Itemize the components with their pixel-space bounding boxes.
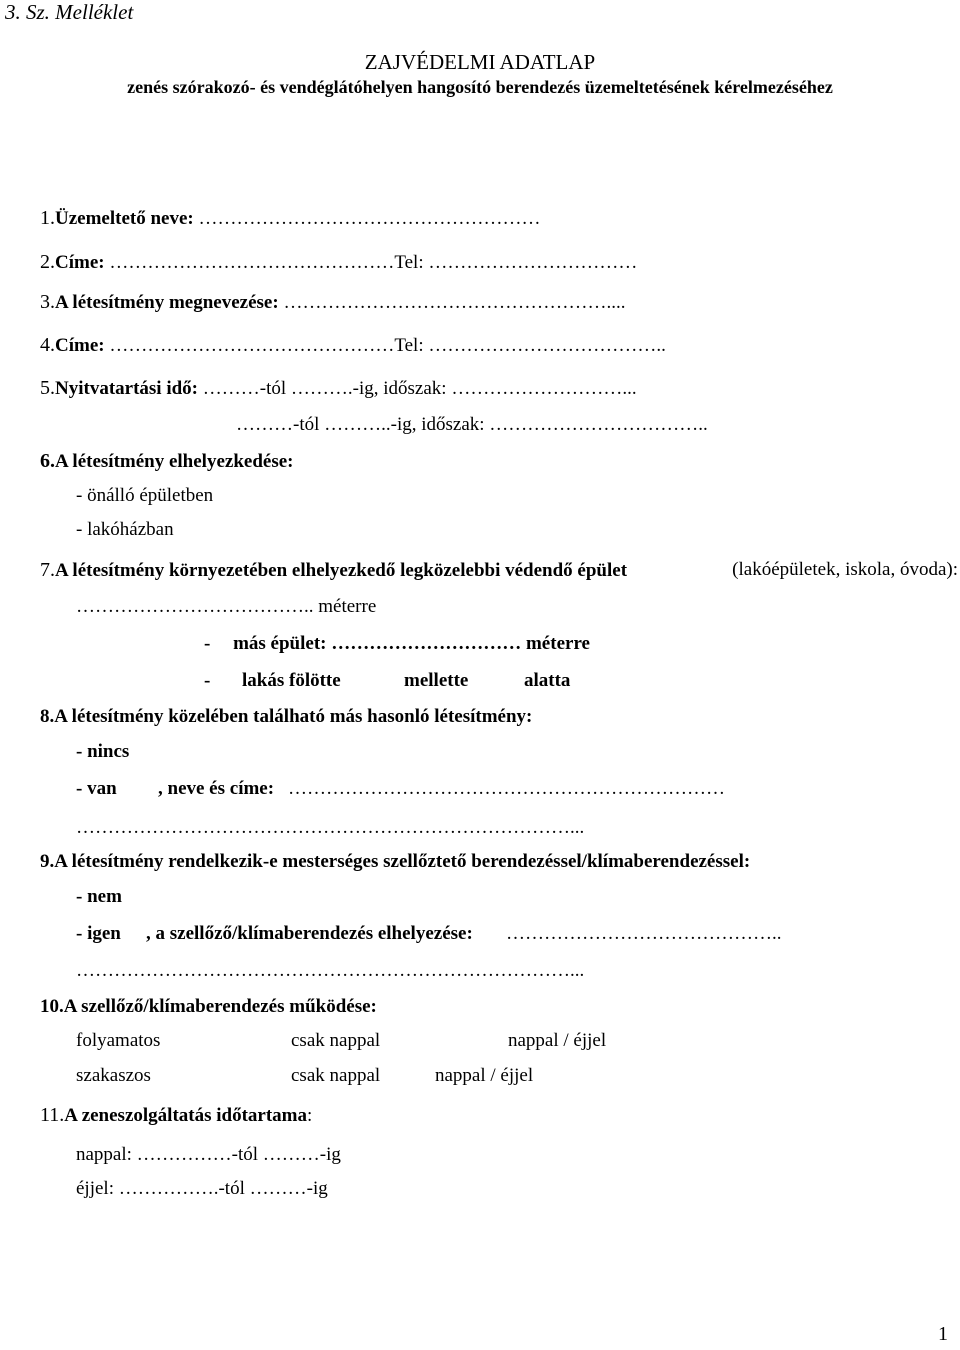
item-number: 11. [40,1104,65,1126]
item-label: A létesítmény megnevezése: [55,292,279,313]
fill-in-dots[interactable]: ………………………… méterre [331,633,590,654]
item-number: 8. [40,706,55,727]
day-duration[interactable]: nappal: ……………-tól ………-ig [76,1144,341,1165]
item-number: 5. [40,377,55,399]
other-building-label: más épület: [233,633,327,654]
option-below-flat[interactable]: alatta [524,670,571,691]
option-day-night[interactable]: nappal / éjjel [435,1065,534,1086]
item-number: 10. [40,996,64,1017]
operation-row-2 [76,1064,676,1088]
fill-in-dots[interactable]: ……………………………….. [428,335,666,356]
option-day-only[interactable]: csak nappal [291,1030,381,1051]
option-yes[interactable]: - igen [76,923,121,944]
page-number: 1 [938,1323,948,1345]
option-yes-row [76,777,916,801]
fill-in-dots[interactable]: ……………………………………………… [198,208,541,229]
item-label: Nyitvatartási idő: [55,378,199,399]
option-none[interactable]: - nincs [76,741,130,762]
form-title: ZAJVÉDELMI ADATLAP [364,50,596,74]
item-number: 2. [40,251,55,273]
item-number: 4. [40,334,55,356]
item-4 [40,333,666,358]
fill-in-dots[interactable]: ………………………………………Tel: [109,335,424,356]
fill-in-dots[interactable]: …………………………………………………………… [288,778,725,799]
name-address-label: , neve és címe: [158,778,275,799]
distance-fill-in[interactable]: ……………………………….. méterre [76,596,377,617]
fill-in-dots[interactable]: ……………………………………………………………………... [76,960,585,981]
item-11 [40,1103,312,1128]
fill-in-dots[interactable]: ………………………………………Tel: [109,252,424,273]
item-label: A létesítmény környezetében elhelyezkedő legközelebbi védendő épület [55,560,628,581]
item-label: A létesítmény elhelyezkedése: [55,451,294,472]
colon: : [307,1105,313,1126]
option-beside-flat[interactable]: mellette [404,670,469,691]
option-above-flat[interactable]: lakás fölötte [242,670,341,691]
item-label: A létesítmény közelében található más hasonló létesítmény: [54,706,533,727]
option-continuous[interactable]: folyamatos [76,1030,161,1051]
option-intermittent[interactable]: szakaszos [76,1065,151,1086]
item-label: A szellőző/klímaberendezés működése: [63,996,377,1017]
item-label: A zeneszolgáltatás időtartama [64,1105,307,1126]
item-7-parenthetical: (lakóépületek, iskola, óvoda): [732,559,958,580]
option-residential-building[interactable]: - lakóházban [76,519,174,540]
item-10 [40,995,377,1019]
item-6 [40,449,293,474]
item-number: 9. [40,851,55,872]
opening-hours-line[interactable]: ………-tól ……….-ig, időszak: ………………………... [202,378,637,399]
option-standalone-building[interactable]: - önálló épületben [76,485,214,506]
form-subtitle: zenés szórakozó- és vendéglátóhelyen hangosító berendezés üzemeltetésének kérelmezéséhez [127,77,833,97]
item-label: Üzemeltető neve: [55,208,194,229]
operation-row-1 [76,1029,676,1053]
annex-label: 3. Sz. Melléklet [5,0,134,24]
item-7 [40,558,958,583]
item-2 [40,250,637,275]
flat-position-row [204,669,624,693]
item-label: A létesítmény rendelkezik-e mesterséges szellőztető berendezéssel/klímaberendezéssel: [54,851,751,872]
dash: - [204,633,211,654]
other-building-row [204,632,590,656]
item-3 [40,290,625,315]
fill-in-dots[interactable]: ……………………………………………………………………... [76,817,585,838]
item-9 [40,850,750,874]
option-yes-row [76,922,936,946]
item-number: 7. [40,559,55,581]
night-duration[interactable]: éjjel: …………….-tól ………-ig [76,1178,328,1199]
option-yes[interactable]: - van [76,778,117,799]
item-8 [40,705,532,729]
fill-in-dots[interactable]: …………………………… [428,252,638,273]
item-label: Címe: [55,335,105,356]
item-5 [40,376,637,401]
option-day-only[interactable]: csak nappal [291,1065,381,1086]
item-label: Címe: [55,252,105,273]
fill-in-dots[interactable]: …………………………………………….... [283,292,626,313]
item-number: 6. [40,450,55,472]
option-day-night[interactable]: nappal / éjjel [508,1030,607,1051]
opening-hours-line[interactable]: ………-tól ………..-ig, időszak: …………………………….. [236,414,708,435]
placement-label: , a szellőző/klímaberendezés elhelyezése: [146,923,473,944]
fill-in-dots[interactable]: …………………………………….. [506,923,782,944]
item-number: 3. [40,291,55,313]
option-no[interactable]: - nem [76,886,122,907]
item-number: 1. [40,207,55,229]
dash: - [204,670,211,691]
item-1 [40,206,540,231]
